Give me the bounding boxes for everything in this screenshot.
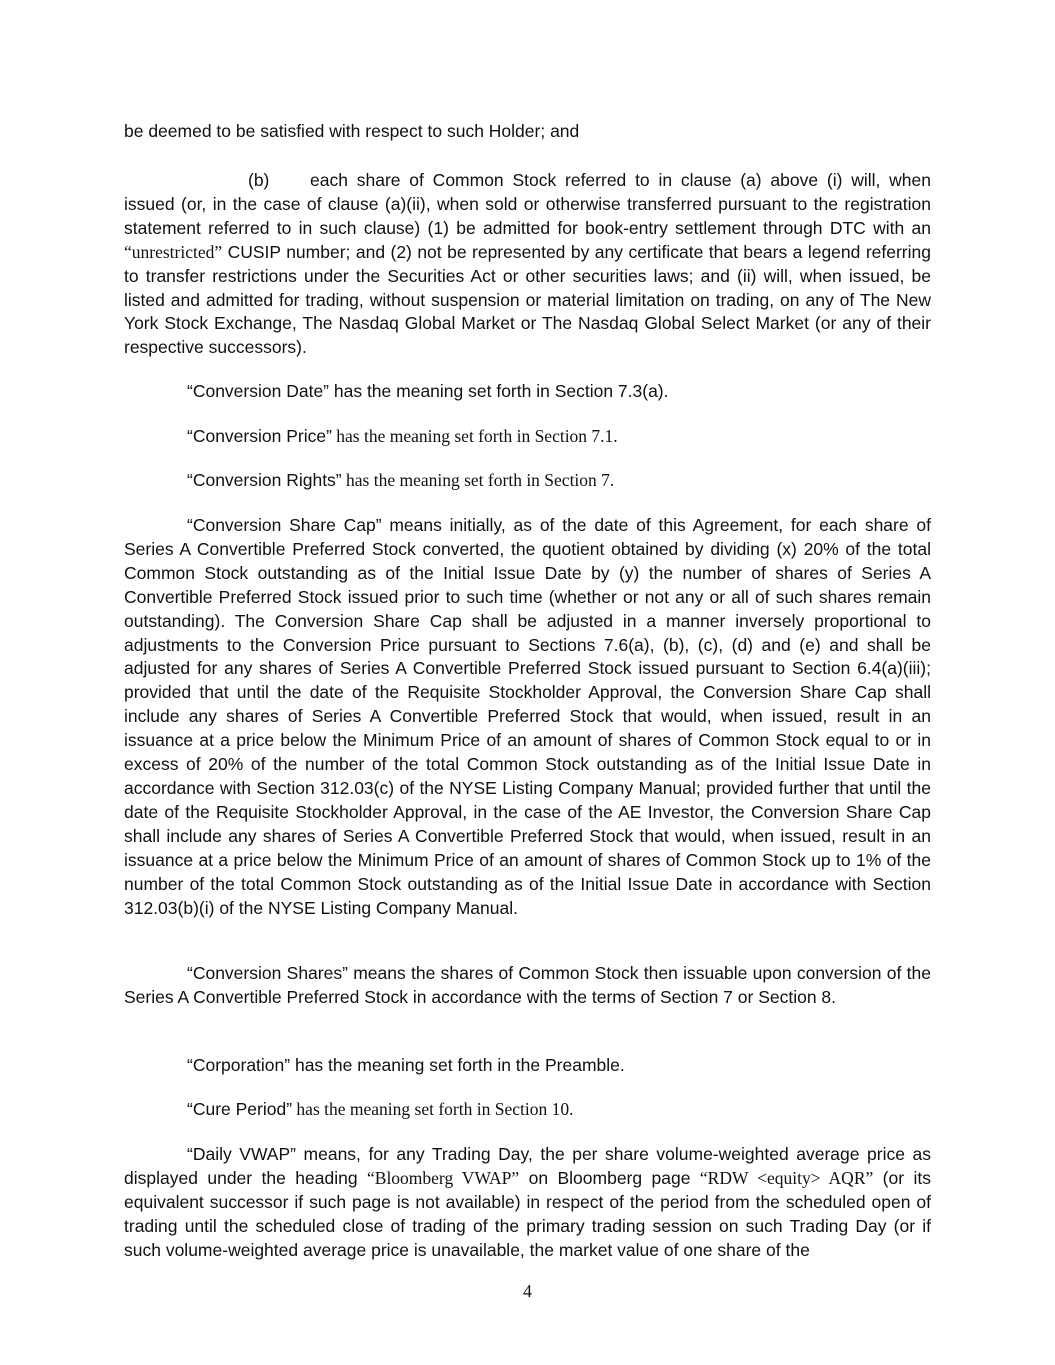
definition-text-3: (or its equivalent successor if such page is not available) in respect of the period from the scheduled open of trading until the scheduled close of trading of the primary trading session on such Trading Day (or if such volume-weighted average price is unavailable, the market value of one share of the <box>124 1167 931 1260</box>
clause-b-text-2: CUSIP number; and (2) not be represented by any certificate that bears a legend referring to transfer restrictions under the Securities Act or other securities laws; and (ii) will, when issued, be listed and admitted for trading, without suspension or material limitation on trading, on any of The New York Stock Exchange, The Nasdaq Global Market or The Nasdaq Global Select Market (or any of their respective successors). <box>124 241 931 358</box>
definition-conversion-rights <box>124 469 931 493</box>
clause-b-label: (b) <box>248 170 270 190</box>
definition-term: “Daily VWAP” <box>187 1144 296 1164</box>
page-number: 4 <box>523 1281 532 1301</box>
continuation-paragraph <box>124 120 931 144</box>
definition-text: means initially, as of the date of this Agreement, for each share of Series A Convertible Preferred Stock converted, the quotient obtained by dividing (x) 20% of the total Common Stock outstanding as of the Initial Issue Date by (y) the number of shares of Series A Convertible Preferred Stock issued prior to such time (whether or not any or all of such shares remain outstanding). The Conversion Share Cap shall be adjusted in a manner inversely proportional to adjustments to the Conversion Price pursuant to Sections 7.6(a), (b), (c), (d) and (e) and shall be adjusted for any shares of Series A Convertible Preferred Stock issued pursuant to Section 6.4(a)(iii); provided that until the date of the Requisite Stockholder Approval, the Conversion Share Cap shall include any shares of Series A Convertible Preferred Stock that would, when issued, result in an issuance at a price below the Minimum Price of an amount of shares of Common Stock equal to or in excess of 20% of the number of the total Common Stock outstanding as of the Initial Issue Date in accordance with Section 312.03(c) of the NYSE Listing Company Manual; provided further that until the date of the Requisite Stockholder Approval, in the case of the AE Investor, the Conversion Share Cap shall include any shares of Series A Convertible Preferred Stock that would, when issued, result in an issuance at a price below the Minimum Price of an amount of shares of Common Stock up to 1% of the number of the total Common Stock outstanding as of the Initial Issue Date in accordance with Section 312.03(b)(i) of the NYSE Listing Company Manual. <box>124 515 931 918</box>
definition-corporation <box>124 1054 931 1078</box>
definition-conversion-share-cap <box>124 514 931 920</box>
definition-daily-vwap <box>124 1143 931 1263</box>
clause-b-text-1: each share of Common Stock referred to in clause (a) above (i) will, when issued (or, in the case of clause (a)(ii), when sold or otherwise transferred pursuant to the registration statement referred to in such clause) (1) be admitted for book-entry settlement through DTC with an <box>124 170 931 238</box>
definition-term: “Conversion Shares” <box>187 963 348 983</box>
definition-text-1: means, for any Trading Day, the per share volume-weighted average price as displayed under the heading <box>124 1144 931 1188</box>
definition-conversion-price <box>124 425 931 449</box>
definition-quote-1: “Bloomberg VWAP” <box>367 1167 520 1188</box>
definition-conversion-shares <box>124 962 931 1010</box>
definition-conversion-date <box>124 380 931 404</box>
continuation-text: be deemed to be satisfied with respect to such Holder; and <box>124 121 580 141</box>
definition-term: “Cure Period” <box>187 1099 293 1119</box>
clause-b-quoted-term: “unrestricted” <box>124 241 223 262</box>
definition-text: means the shares of Common Stock then issuable upon conversion of the Series A Convertible Preferred Stock in accordance with the terms of Section 7 or Section 8. <box>124 963 931 1007</box>
definition-text: has the meaning set forth in Section 7.1. <box>331 426 618 446</box>
definition-quote-2: “RDW <equity> AQR” <box>699 1167 874 1188</box>
definition-text-2: on Bloomberg page <box>519 1167 700 1188</box>
definition-text: has the meaning set forth in Section 7. <box>341 470 615 490</box>
definition-text: has the meaning set forth in the Preamble. <box>290 1055 625 1075</box>
definition-term: “Conversion Share Cap” <box>187 515 382 535</box>
definition-term: “Corporation” <box>187 1055 291 1075</box>
definition-term: “Conversion Price” <box>187 426 332 446</box>
definition-text: has the meaning set forth in Section 7.3(a). <box>329 381 669 401</box>
definition-text: has the meaning set forth in Section 10. <box>292 1099 574 1119</box>
clause-b-paragraph <box>124 169 931 360</box>
definition-term: “Conversion Date” <box>187 381 329 401</box>
definition-cure-period <box>124 1098 931 1122</box>
definition-term: “Conversion Rights” <box>187 470 342 490</box>
